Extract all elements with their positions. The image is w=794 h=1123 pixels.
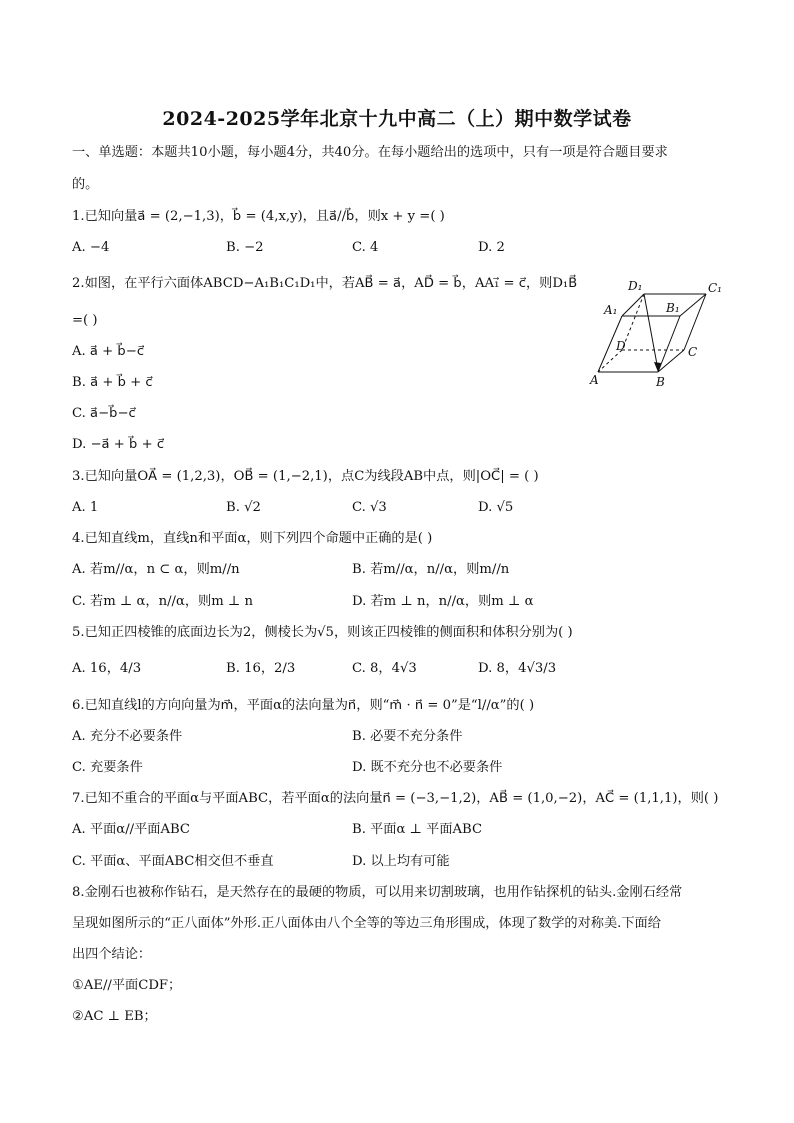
question-1-option-c: C. 4 xyxy=(352,240,379,255)
question-4-option-b: B. 若m//α，n//α，则m//n xyxy=(352,562,510,577)
figure-label-d: D xyxy=(616,339,626,353)
question-1-stem: 1.已知向量a⃗ = (2,−1,3)，b⃗ = (4,x,y)，且a⃗//b⃗，则x + y =( ) xyxy=(72,209,445,224)
question-8-stem-cont2: 出四个结论： xyxy=(72,947,152,962)
question-8-stem-cont: 呈现如图所示的“正八面体”外形.正八面体由八个全等的等边三角形围成，体现了数学的对称美.下面给 xyxy=(72,916,661,931)
question-2-stem: 2.如图，在平行六面体ABCD−A₁B₁C₁D₁中，若AB⃗ = a⃗，AD⃗ = b⃗，AA₁⃗ = c⃗，则D₁B⃗ xyxy=(72,276,578,291)
question-5-option-c: C. 8，4√3 xyxy=(352,661,417,676)
question-7-stem: 7.已知不重合的平面α与平面ABC，若平面α的法向量n⃗ = (−3,−1,2)，AB⃗ = (1,0,−2)，AC⃗ = (1,1,1)，则( ) xyxy=(72,791,719,806)
question-2-option-c: C. a⃗−b⃗−c⃗ xyxy=(72,406,136,421)
section-header: 一、单选题：本题共10小题，每小题4分，共40分。在每小题给出的选项中，只有一项是符合题目要求 xyxy=(72,145,668,160)
figure-label-b1: B₁ xyxy=(666,301,680,315)
question-6-stem: 6.已知直线l的方向向量为m⃗，平面α的法向量为n⃗，则“m⃗ · n⃗ = 0”是“l//α”的( ) xyxy=(72,698,535,713)
question-5-option-b: B. 16，2/3 xyxy=(226,661,296,676)
question-8-conclusion-1: ①AE//平面CDF； xyxy=(72,978,182,993)
question-6-option-b: B. 必要不充分条件 xyxy=(352,729,463,744)
question-4-option-a: A. 若m//α，n ⊂ α，则m//n xyxy=(72,562,240,577)
question-2-option-d: D. −a⃗ + b⃗ + c⃗ xyxy=(72,437,165,452)
question-3-option-a: A. 1 xyxy=(72,500,99,515)
question-7-option-a: A. 平面α//平面ABC xyxy=(72,822,190,837)
question-2-option-b: B. a⃗ + b⃗ + c⃗ xyxy=(72,375,153,390)
question-5-option-a: A. 16，4/3 xyxy=(72,661,142,676)
question-1-option-a: A. −4 xyxy=(72,240,110,255)
question-2-option-a: A. a⃗ + b⃗−c⃗ xyxy=(72,344,145,359)
question-1-option-d: D. 2 xyxy=(478,240,505,255)
question-4-option-c: C. 若m ⊥ α，n//α，则m ⊥ n xyxy=(72,594,254,609)
question-3-option-d: D. √5 xyxy=(478,500,514,515)
page-title: 2024-2025学年北京十九中高二（上）期中数学试卷 xyxy=(162,108,632,130)
question-1-option-b: B. −2 xyxy=(226,240,264,255)
question-8-stem: 8.金刚石也被称作钻石，是天然存在的最硬的物质，可以用来切割玻璃，也用作钻探机的钻头.金刚石经常 xyxy=(72,885,683,900)
question-7-option-b: B. 平面α ⊥ 平面ABC xyxy=(352,822,483,837)
question-4-stem: 4.已知直线m，直线n和平面α，则下列四个命题中正确的是( ) xyxy=(72,531,433,546)
figure-label-c: C xyxy=(688,345,698,359)
question-3-option-c: C. √3 xyxy=(352,500,387,515)
question-8-conclusion-2: ②AC ⊥ EB； xyxy=(72,1009,157,1024)
figure-label-a: A xyxy=(590,373,599,387)
question-4-option-d: D. 若m ⊥ n，n//α，则m ⊥ α xyxy=(352,594,534,609)
question-6-option-a: A. 充分不必要条件 xyxy=(72,729,183,744)
figure-label-d1: D₁ xyxy=(628,279,643,293)
question-7-option-d: D. 以上均有可能 xyxy=(352,854,450,869)
question-3-stem: 3.已知向量OA⃗ = (1,2,3)，OB⃗ = (1,−2,1)，点C为线段AB中点，则|OC⃗| = ( ) xyxy=(72,469,539,484)
figure-label-a1: A₁ xyxy=(604,303,618,317)
section-header-cont: 的。 xyxy=(72,177,99,192)
question-6-option-c: C. 充要条件 xyxy=(72,760,143,775)
question-7-option-c: C. 平面α、平面ABC相交但不垂直 xyxy=(72,854,274,869)
question-5-option-d: D. 8，4√3/3 xyxy=(478,661,557,676)
question-3-option-b: B. √2 xyxy=(226,500,261,515)
question-6-option-d: D. 既不充分也不必要条件 xyxy=(352,760,503,775)
question-5-stem: 5.已知正四棱锥的底面边长为2，侧棱长为√5，则该正四棱锥的侧面积和体积分别为( ) xyxy=(72,625,573,640)
question-2-stem-cont: =( ) xyxy=(72,313,98,328)
figure-label-c1: C₁ xyxy=(708,281,722,295)
parallelepiped-figure xyxy=(588,272,728,392)
figure-label-b: B xyxy=(656,375,665,389)
